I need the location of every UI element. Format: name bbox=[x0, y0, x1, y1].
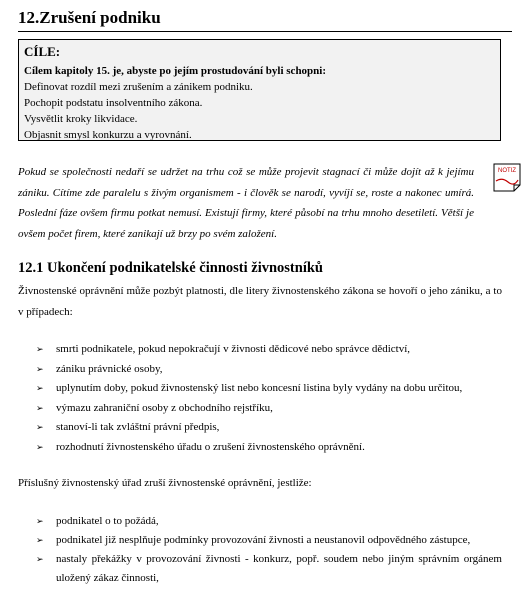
goals-item: Definovat rozdíl mezi zrušením a zánikem podniku. bbox=[24, 81, 253, 93]
heading-rule bbox=[18, 31, 512, 32]
section-paragraph: Živnostenské oprávnění může pozbýt platnosti, dle litery živnostenského zákona se hovoří o jeho zániku, a to v případech: bbox=[18, 285, 502, 318]
bullet-icon: ➢ bbox=[36, 441, 44, 452]
list-item: ➢ výmazu zahraniční osoby z obchodního rejstříku, bbox=[36, 399, 502, 419]
bullet-icon: ➢ bbox=[36, 344, 44, 354]
paragraph-revocation: Příslušný živnostenský úřad zruší živnostenské oprávnění, jestliže: bbox=[18, 477, 312, 489]
bullet-icon: ➢ bbox=[36, 554, 44, 564]
list-item: ➢ nastaly překážky v provozování živnosti - konkurz, popř. soudem nebo jiným správním orgánem uložený zákaz činnosti, bbox=[36, 550, 502, 588]
note-icon-label: NOTIZ bbox=[498, 168, 516, 174]
list-item: ➢ zániku právnické osoby, bbox=[36, 360, 502, 380]
bullet-icon: ➢ bbox=[36, 402, 44, 413]
list-extinction bbox=[36, 340, 502, 458]
goals-title: CÍLE: bbox=[24, 44, 61, 59]
goals-intro: Cílem kapitoly 15. je, abyste po jejím prostudování byli schopni: bbox=[24, 65, 327, 77]
list-revocation bbox=[36, 512, 502, 588]
list-item: ➢ rozhodnutí živnostenského úřadu o zrušení živnostenského oprávnění. bbox=[36, 438, 502, 458]
bullet-icon: ➢ bbox=[36, 422, 44, 433]
note-icon bbox=[492, 163, 524, 193]
bullet-icon: ➢ bbox=[36, 363, 44, 374]
goals-box bbox=[18, 39, 501, 141]
bullet-icon: ➢ bbox=[36, 383, 44, 394]
list-item: ➢ uplynutím doby, pokud živnostenský list nebo koncesní listina byly vydány na dobu určitou, bbox=[36, 379, 502, 399]
goals-item: Pochopit podstatu insolventního zákona. bbox=[24, 97, 203, 109]
chapter-heading: 12.Zrušení podniku bbox=[18, 8, 161, 27]
section-heading: 12.1 Ukončení podnikatelské činnosti živnostníků bbox=[18, 260, 323, 276]
bullet-icon: ➢ bbox=[36, 516, 44, 526]
goals-item: Vysvětlit kroky likvidace. bbox=[24, 113, 138, 125]
list-item: ➢ podnikatel o to požádá, bbox=[36, 512, 502, 531]
goals-item: Objasnit smysl konkurzu a vyrovnání. bbox=[24, 129, 192, 141]
intro-paragraph: Pokud se společnosti nedaří se udržet na trhu což se může projevit stagnací či může dojít až k jejímu zániku. Cítíme zde paralelu s živým organismem - i člověk se narodí, vyvíjí se, roste a nakonec umírá. Poslední fáze ovšem firmu potkat nemusí. Existují firmy, které působí na trhu mnoho desetiletí. Větší je ovšem počet firem, které zanikají už brzy po svém založení. bbox=[18, 166, 474, 240]
list-item: ➢ smrti podnikatele, pokud nepokračují v živnosti dědicové nebo správce dědictví, bbox=[36, 340, 502, 360]
list-item: ➢ stanoví-li tak zvláštní právní předpis, bbox=[36, 418, 502, 438]
list-item: ➢ podnikatel již nesplňuje podmínky provozování živnosti a neustanovil odpovědného zástupce, bbox=[36, 531, 502, 550]
bullet-icon: ➢ bbox=[36, 535, 44, 545]
